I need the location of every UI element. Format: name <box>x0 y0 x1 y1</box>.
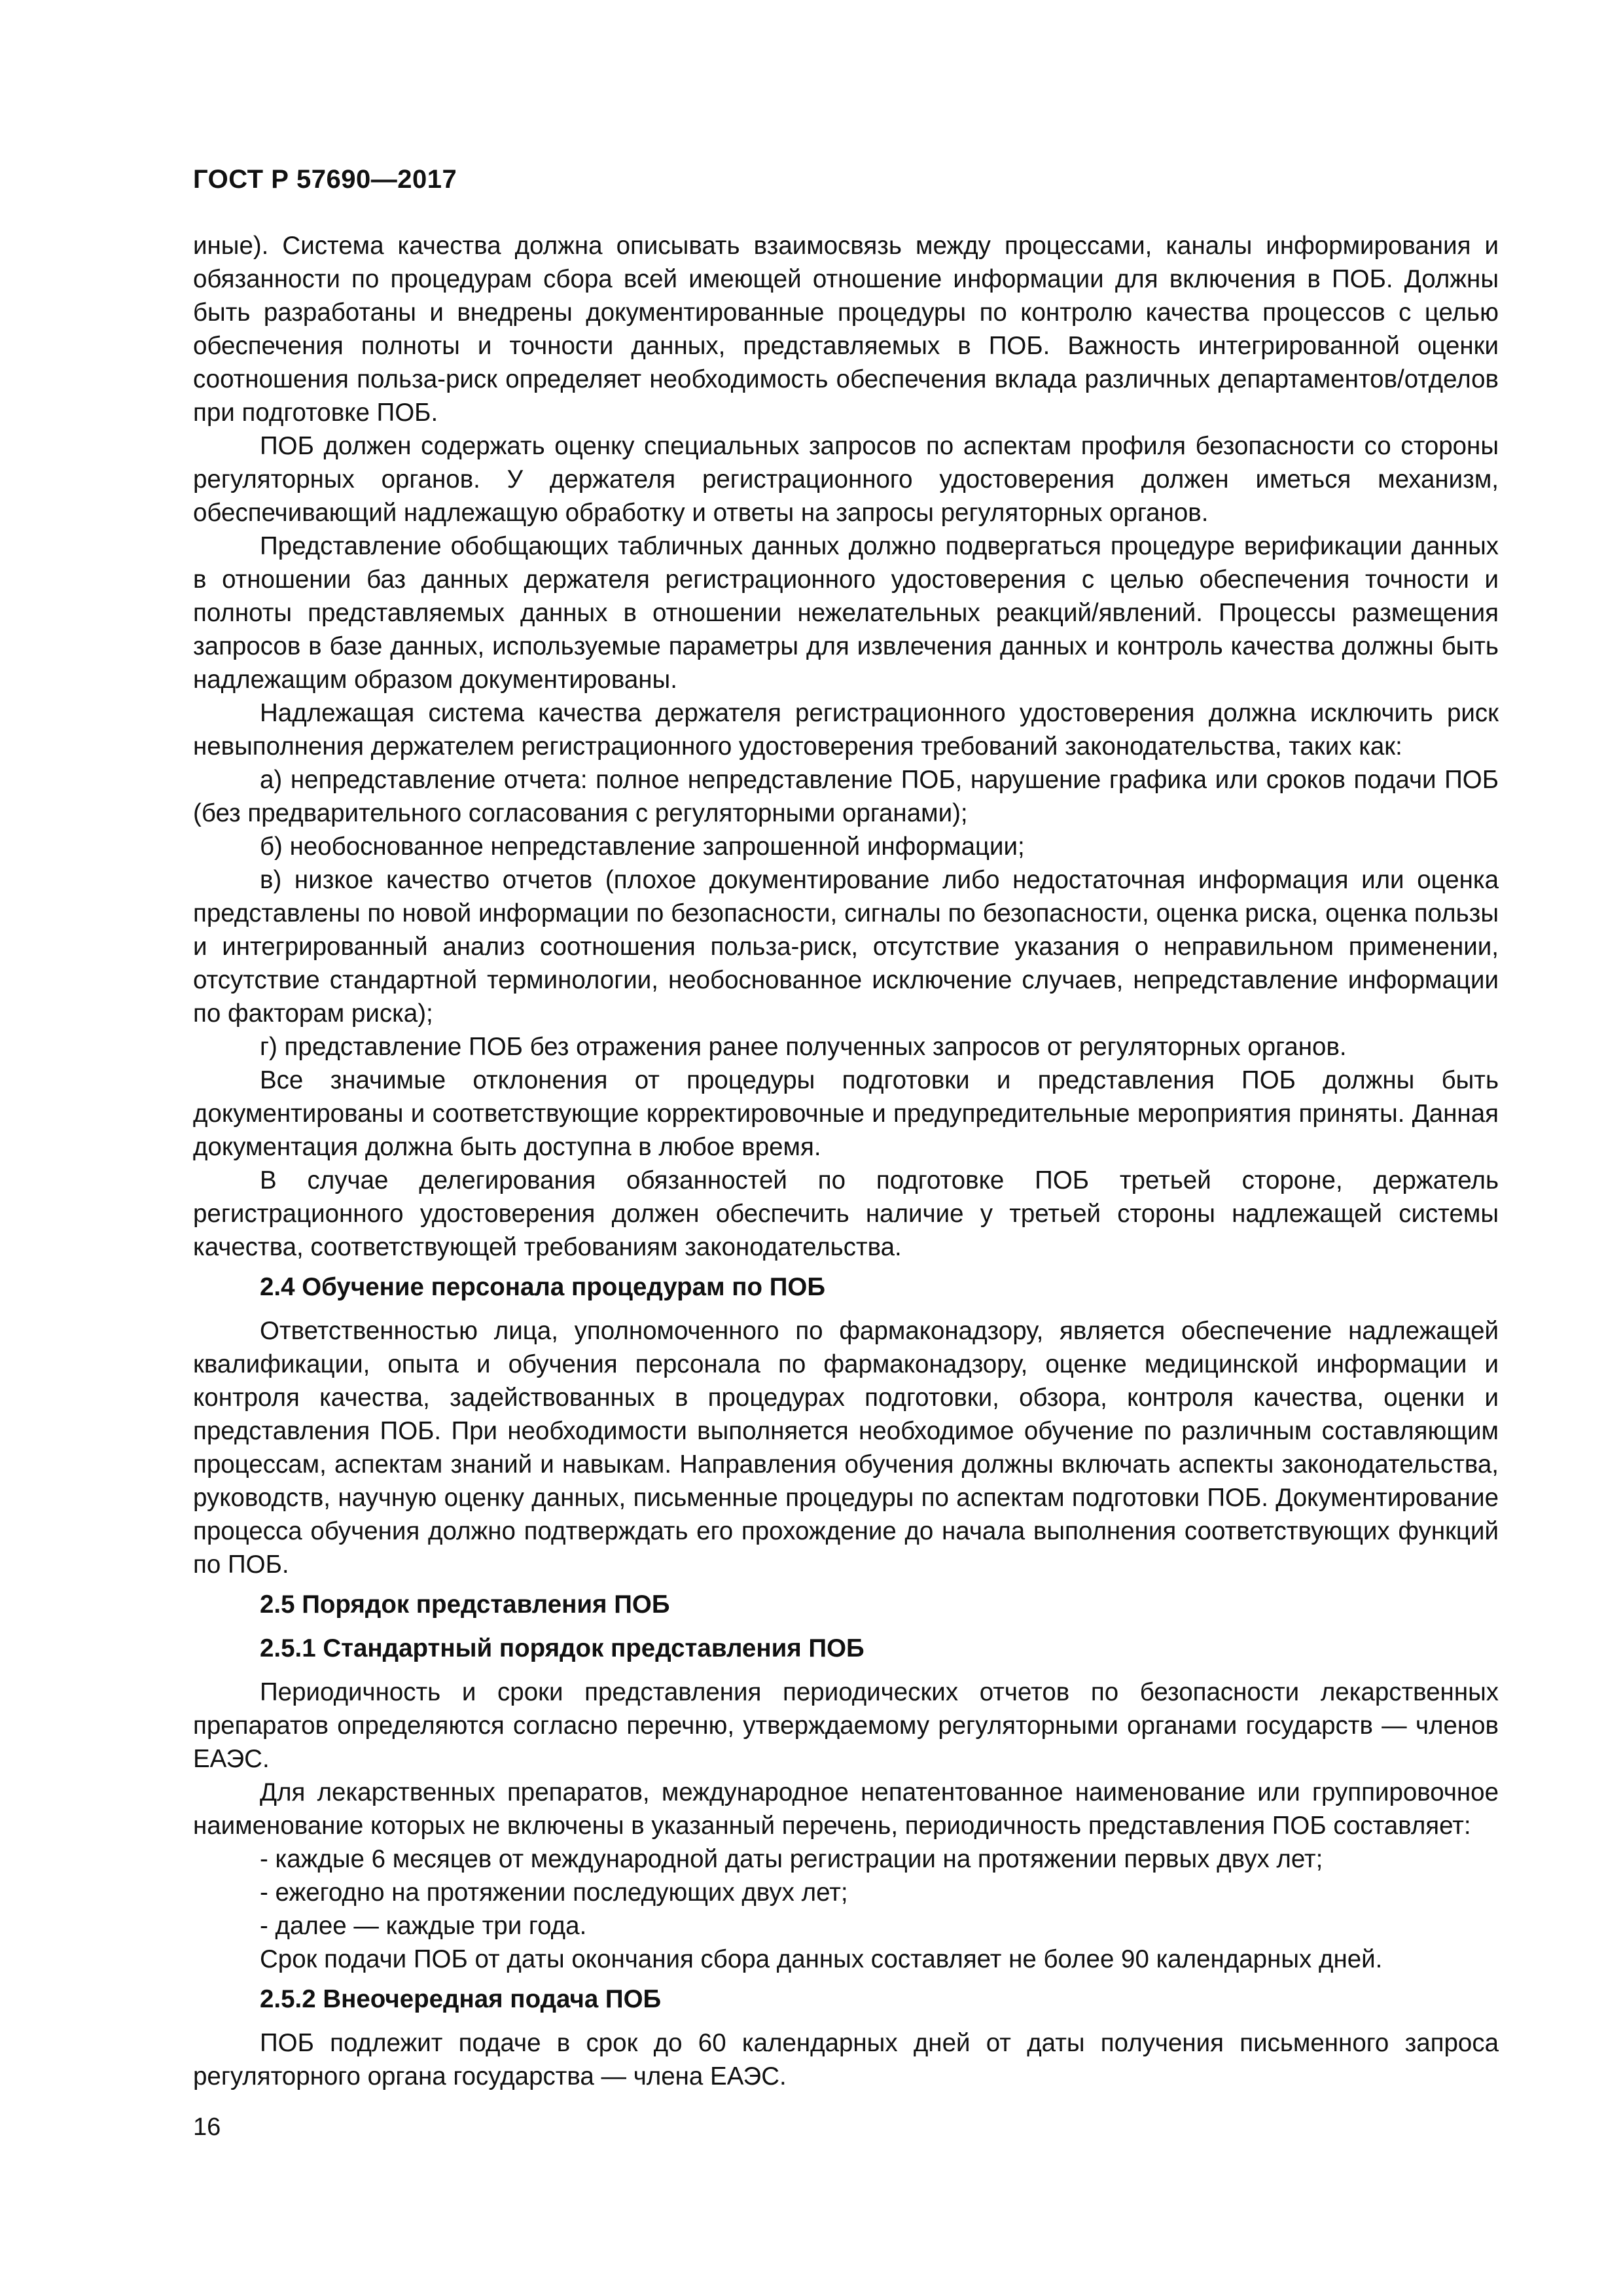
list-item: г) представление ПОБ без отражения ранее полученных запросов от регуляторных органов. <box>260 1033 1347 1061</box>
paragraph: ПОБ должен содержать оценку специальных запросов по аспектам профиля безопасности со стороны регуляторных органов. У держателя регистрационного удостоверения должен иметься механизм, обеспечивающий надлежащую обработку и ответы на запросы регуляторных органов. <box>193 432 1499 527</box>
section-heading-2-5: 2.5 Порядок представления ПОБ <box>260 1590 670 1619</box>
paragraph: Срок подачи ПОБ от даты окончания сбора данных составляет не более 90 календарных дней. <box>260 1945 1383 1973</box>
section-heading-2-5-2: 2.5.2 Внеочередная подача ПОБ <box>260 1985 662 2013</box>
paragraph: Для лекарственных препаратов, международное непатентованное наименование или группировочное наименование которых не включены в указанный перечень, периодичность представления ПОБ составляет: <box>193 1778 1499 1840</box>
standard-code-header: ГОСТ Р 57690—2017 <box>193 165 457 194</box>
risk-list <box>193 763 1499 1064</box>
page-number: 16 <box>193 2113 221 2141</box>
periodicity-list <box>193 1842 1499 1943</box>
page-body <box>193 229 1499 2093</box>
paragraph: ПОБ подлежит подаче в срок до 60 календарных дней от даты получения письменного запроса регуляторного органа государства — члена ЕАЭС. <box>193 2029 1499 2090</box>
list-item: а) непредставление отчета: полное непредставление ПОБ, нарушение графика или сроков подачи ПОБ (без предварительного согласования с регуляторными органами); <box>193 766 1499 827</box>
list-item: - ежегодно на протяжении последующих двух лет; <box>260 1878 848 1907</box>
paragraph-continued: иные). Система качества должна описывать взаимосвязь между процессами, каналы информирования и обязанности по процедурам сбора всей имеющей отношение информации для включения в ПОБ. Должны быть разработаны и внедрены документированные процедуры по контролю качества процессов с целью обеспечения полноты и точности данных, представляемых в ПОБ. Важность интегрированной оценки соотношения польза-риск определяет необходимость обеспечения вклада различных департаментов/отделов при подготовке ПОБ. <box>193 232 1499 427</box>
list-item: в) низкое качество отчетов (плохое документирование либо недостаточная информация или оценка представлены по новой информации по безопасности, сигналы по безопасности, оценка риска, оценка пользы и интегрированный анализ соотношения польза-риск, отсутствие указания о неправильном применении, отсутствие стандартной терминологии, необоснованное исключение случаев, непредставление информации по факторам риска); <box>193 866 1499 1028</box>
paragraph: Периодичность и сроки представления периодических отчетов по безопасности лекарственных препаратов определяются согласно перечню, утверждаемому регуляторными органами государств — членов ЕАЭС. <box>193 1678 1499 1773</box>
list-item: - далее — каждые три года. <box>260 1912 587 1940</box>
list-item: - каждые 6 месяцев от международной даты регистрации на протяжении первых двух лет; <box>260 1845 1323 1873</box>
paragraph: Ответственностью лица, уполномоченного по фармаконадзору, является обеспечение надлежащей квалификации, опыта и обучения персонала по фармаконадзору, оценке медицинской информации и контроля качества, задействованных в процедурах подготовки, обзора, контроля качества, оценки и представления ПОБ. При необходимости выполняется необходимое обучение по различным составляющим процессам, аспектам знаний и навыкам. Направления обучения должны включать аспекты законодательства, руководств, научную оценку данных, письменные процедуры по аспектам подготовки ПОБ. Документирование процесса обучения должно подтверждать его прохождение до начала выполнения соответствующих функций по ПОБ. <box>193 1317 1499 1579</box>
paragraph: Представление обобщающих табличных данных должно подвергаться процедуре верификации данных в отношении баз данных держателя регистрационного удостоверения с целью обеспечения точности и полноты представляемых данных в отношении нежелательных реакций/явлений. Процессы размещения запросов в базе данных, используемые параметры для извлечения данных и контроль качества должны быть надлежащим образом документированы. <box>193 532 1499 694</box>
section-heading-2-5-1: 2.5.1 Стандартный порядок представления ПОБ <box>260 1634 865 1662</box>
section-heading-2-4: 2.4 Обучение персонала процедурам по ПОБ <box>260 1273 826 1301</box>
list-item: б) необоснованное непредставление запрошенной информации; <box>260 833 1025 861</box>
paragraph: В случае делегирования обязанностей по подготовке ПОБ третьей стороне, держатель регистрационного удостоверения должен обеспечить наличие у третьей стороны надлежащей системы качества, соответствующей требованиям законодательства. <box>193 1166 1499 1261</box>
paragraph: Надлежащая система качества держателя регистрационного удостоверения должна исключить риск невыполнения держателем регистрационного удостоверения требований законодательства, таких как: <box>193 699 1499 761</box>
paragraph: Все значимые отклонения от процедуры подготовки и представления ПОБ должны быть документированы и соответствующие корректировочные и предупредительные мероприятия приняты. Данная документация должна быть доступна в любое время. <box>193 1066 1499 1161</box>
